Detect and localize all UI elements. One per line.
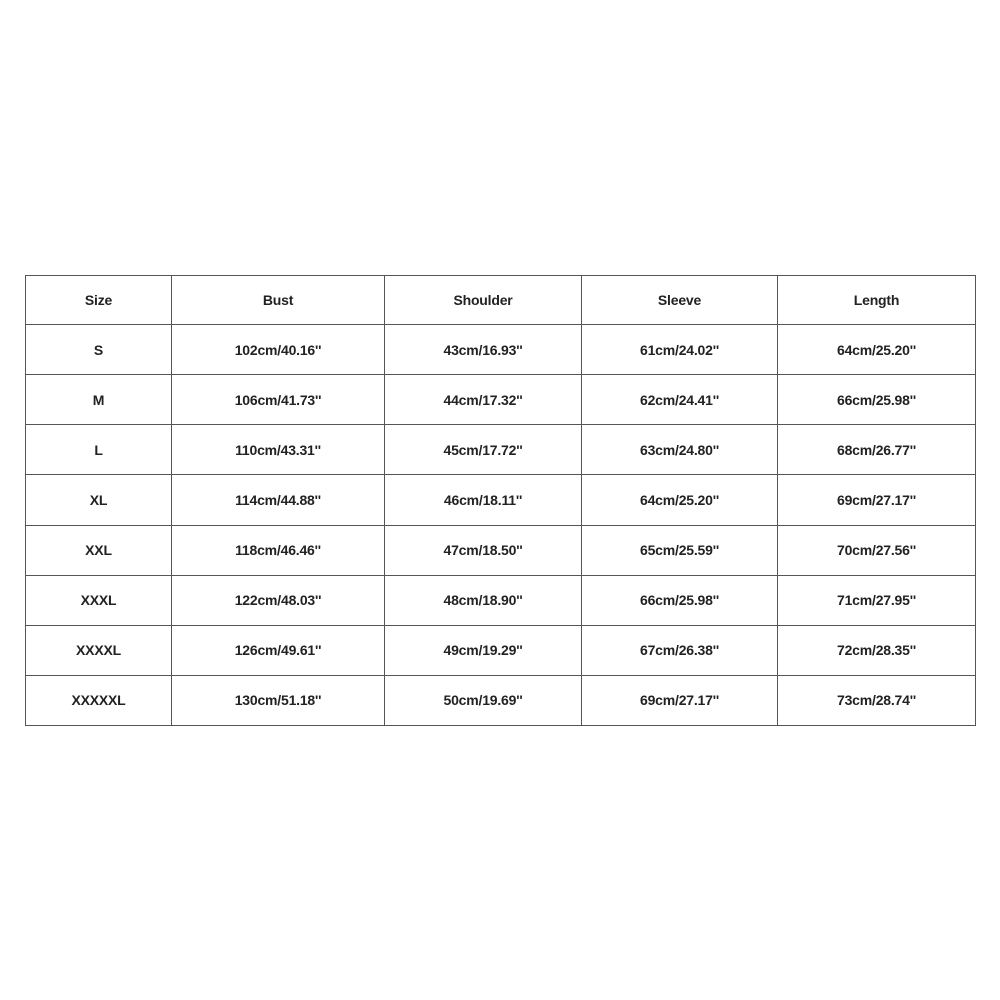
cell-length: 73cm/28.74'' (778, 675, 976, 725)
table-row (26, 625, 976, 675)
cell-shoulder: 46cm/18.11'' (385, 475, 582, 525)
cell-bust: 102cm/40.16'' (172, 325, 385, 375)
header-shoulder: Shoulder (385, 276, 582, 325)
cell-bust: 110cm/43.31'' (172, 425, 385, 475)
cell-length: 68cm/26.77'' (778, 425, 976, 475)
table-row (26, 375, 976, 425)
cell-length: 70cm/27.56'' (778, 525, 976, 575)
cell-bust: 114cm/44.88'' (172, 475, 385, 525)
cell-sleeve: 62cm/24.41'' (582, 375, 778, 425)
cell-size: S (26, 325, 172, 375)
cell-shoulder: 48cm/18.90'' (385, 575, 582, 625)
cell-sleeve: 61cm/24.02'' (582, 325, 778, 375)
cell-sleeve: 66cm/25.98'' (582, 575, 778, 625)
table-row (26, 325, 976, 375)
cell-bust: 118cm/46.46'' (172, 525, 385, 575)
header-length: Length (778, 276, 976, 325)
cell-bust: 130cm/51.18'' (172, 675, 385, 725)
cell-length: 66cm/25.98'' (778, 375, 976, 425)
cell-size: XXXXL (26, 625, 172, 675)
header-bust: Bust (172, 276, 385, 325)
cell-bust: 106cm/41.73'' (172, 375, 385, 425)
cell-sleeve: 63cm/24.80'' (582, 425, 778, 475)
cell-shoulder: 45cm/17.72'' (385, 425, 582, 475)
cell-shoulder: 47cm/18.50'' (385, 525, 582, 575)
header-sleeve: Sleeve (582, 276, 778, 325)
table-row (26, 575, 976, 625)
header-size: Size (26, 276, 172, 325)
cell-shoulder: 50cm/19.69'' (385, 675, 582, 725)
cell-sleeve: 65cm/25.59'' (582, 525, 778, 575)
cell-length: 69cm/27.17'' (778, 475, 976, 525)
table-row (26, 525, 976, 575)
cell-sleeve: 69cm/27.17'' (582, 675, 778, 725)
cell-size: L (26, 425, 172, 475)
cell-shoulder: 44cm/17.32'' (385, 375, 582, 425)
table-row (26, 425, 976, 475)
cell-length: 64cm/25.20'' (778, 325, 976, 375)
cell-sleeve: 67cm/26.38'' (582, 625, 778, 675)
cell-bust: 126cm/49.61'' (172, 625, 385, 675)
cell-size: M (26, 375, 172, 425)
header-row (26, 276, 976, 325)
table-row (26, 675, 976, 725)
table-row (26, 475, 976, 525)
cell-bust: 122cm/48.03'' (172, 575, 385, 625)
size-chart-table (25, 275, 976, 726)
cell-size: XL (26, 475, 172, 525)
cell-shoulder: 43cm/16.93'' (385, 325, 582, 375)
cell-length: 71cm/27.95'' (778, 575, 976, 625)
cell-size: XXXL (26, 575, 172, 625)
cell-size: XXXXXL (26, 675, 172, 725)
cell-sleeve: 64cm/25.20'' (582, 475, 778, 525)
cell-size: XXL (26, 525, 172, 575)
cell-shoulder: 49cm/19.29'' (385, 625, 582, 675)
cell-length: 72cm/28.35'' (778, 625, 976, 675)
